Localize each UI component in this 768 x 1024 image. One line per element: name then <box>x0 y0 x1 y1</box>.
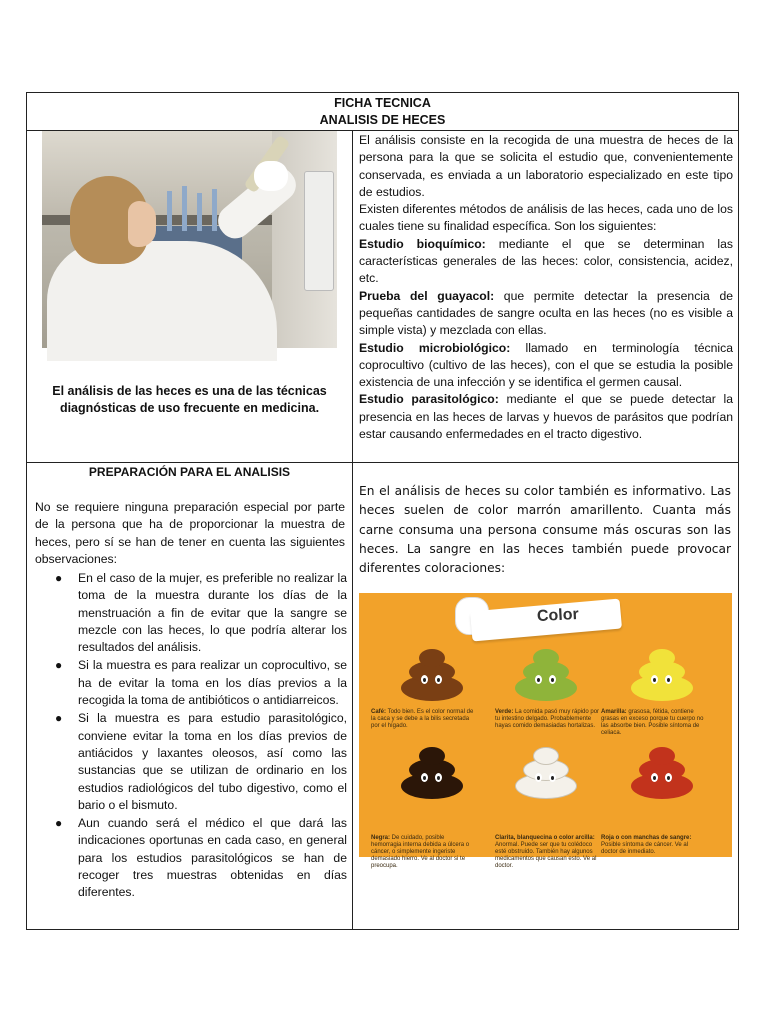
stool-figure <box>397 645 467 701</box>
list-item-text: Si la muestra es para realizar un coprocultivo, se ha de evitar la toma en los días previos a la recogida la toma de antibióticos o antidiarreicos. <box>78 658 347 708</box>
list-item <box>35 657 347 709</box>
stool-color-desc: Posible síntoma de cáncer. Ve al doctor de inmediato. <box>601 842 689 855</box>
stool-color-desc: grasosa, fétida, contiene grasas en exceso porque tu cuerpo no las absorbe bien. Posible síntoma de celiaca. <box>601 709 704 736</box>
bullet-icon: ● <box>55 658 63 673</box>
technical-sheet <box>26 92 739 930</box>
stool-color-legend <box>371 835 476 870</box>
stool-figure <box>627 645 697 701</box>
method-text: mediante el que se determinan las características generales de las heces: color, consistencia, acidez, etc. <box>359 236 733 286</box>
stool-figure <box>397 743 467 799</box>
sheet-title <box>27 93 738 131</box>
method-term: Estudio microbiológico: <box>359 340 511 355</box>
method-item <box>359 340 733 392</box>
bullet-icon: ● <box>55 711 63 726</box>
list-item <box>35 815 347 901</box>
stool-figure <box>627 743 697 799</box>
method-text: que permite detectar la presencia de pequeñas cantidades de sangre oculta en las heces (no es visible a simple vista) y mezclada con ellas. <box>359 288 733 338</box>
list-item-text: En el caso de la mujer, es preferible no realizar la toma de la muestra durante los días de la menstruación a fin de evitar que la sangre se mezcle con las heces, lo que podría alterar los resultados del análisis. <box>78 571 347 655</box>
description-paragraph-1: El análisis consiste en la recogida de una muestra de heces de la persona para la que se solicita el estudio que, convenientemente conservada, es enviada a un laboratorio especializado en este tipo de estudios. <box>359 133 733 199</box>
stool-color-name: Verde: <box>495 709 514 715</box>
stool-color-name: Café: <box>371 709 387 715</box>
infographic-title: Color <box>536 605 580 626</box>
list-item-text: Si la muestra es para estudio parasitológico, conviene evitar la toma en los días previos de antiácidos y laxantes oleosos, así como las sustancias que se utilizan de ordinario en los estudios radiológicos del tubo digestivo, como el bario o el bismuto. <box>78 711 347 812</box>
list-item <box>35 570 347 656</box>
bullet-icon: ● <box>55 571 63 585</box>
method-text: mediante el que se puede detectar la presencia en las heces de larvas y huevos de parásitos que podrían estar causando enfermedades en el tracto digestivo. <box>359 392 733 442</box>
stool-figure <box>511 743 581 799</box>
bullet-icon: ● <box>55 816 63 831</box>
preparation-list <box>35 570 347 903</box>
stool-color-legend <box>495 835 600 870</box>
lab-photo <box>42 131 337 348</box>
description-paragraph-2: Existen diferentes métodos de análisis de las heces, cada uno de los cuales tiene su finalidad específica. Son los siguientes: <box>359 202 733 234</box>
stool-figure <box>511 645 581 701</box>
title-line-2: ANALISIS DE HECES <box>319 113 446 127</box>
stool-color-desc: De cuidado, posible hemorragia interna debida a úlcera o cáncer, o simplemente ingeriste demasiado hierro. Ve al doctor si te preocupa. <box>371 835 470 869</box>
preparation-intro: No se requiere ninguna preparación especial por parte de la persona que ha de proporcionar la muestra de heces, pero sí se han de tener en cuenta las siguientes observaciones: <box>35 500 345 566</box>
analysis-description <box>359 132 733 443</box>
stool-color-infographic <box>359 593 732 869</box>
method-item <box>359 288 733 340</box>
stool-color-legend <box>371 709 476 730</box>
stool-color-desc: La comida pasó muy rápido por tu intestino delgado. Probablemente hayas comido demasiadas hortalizas. <box>495 709 600 729</box>
method-item <box>359 391 733 443</box>
color-description: En el análisis de heces su color también es informativo. Las heces suelen de color marrón amarillento. Cuanta más carne consuma una persona consume más oscuras son las heces. La sangre en las heces también puede provocar diferentes coloraciones: <box>359 484 731 576</box>
title-line-1: FICHA TECNICA <box>334 96 431 110</box>
method-term: Estudio parasitológico: <box>359 392 499 407</box>
stool-color-desc: Todo bien. Es el color normal de la caca y se debe a la bilis secretada por el hígado. <box>371 709 474 729</box>
column-divider <box>352 131 353 929</box>
stool-color-name: Clarita, blanquecina o color arcilla: <box>495 835 595 841</box>
method-term: Prueba del guayacol: <box>359 288 495 303</box>
method-item <box>359 236 733 288</box>
stool-color-name: Amarilla: <box>601 709 627 715</box>
method-text: llamado en terminología técnica coprocultivo (cultivo de las heces), con el que se estudia la posible existencia de una infección y se identifica el germen causal. <box>359 340 733 390</box>
list-item <box>35 710 347 814</box>
photo-caption: El análisis de las heces es una de las técnicas diagnósticas de uso frecuente en medicina. <box>52 384 327 415</box>
stool-color-name: Roja o con manchas de sangre: <box>601 835 692 841</box>
stool-color-legend <box>601 709 706 737</box>
preparation-title: PREPARACIÓN PARA EL ANALISIS <box>88 465 291 479</box>
method-term: Estudio bioquímico: <box>359 236 486 251</box>
row-divider <box>27 462 738 463</box>
stool-color-legend <box>601 835 706 856</box>
stool-color-legend <box>495 709 600 730</box>
list-item-text: Aun cuando será el médico el que dará las indicaciones oportunas en cada caso, en general para los estudios parasitológicos se han de recoger tres muestras obtenidas en días diferentes. <box>78 816 347 900</box>
stool-color-name: Negra: <box>371 835 391 841</box>
stool-color-desc: Anormal. Puede ser que tu colédoco esté obstruido. También hay algunos medicamentos que causan esto. Ve al doctor. <box>495 842 597 869</box>
